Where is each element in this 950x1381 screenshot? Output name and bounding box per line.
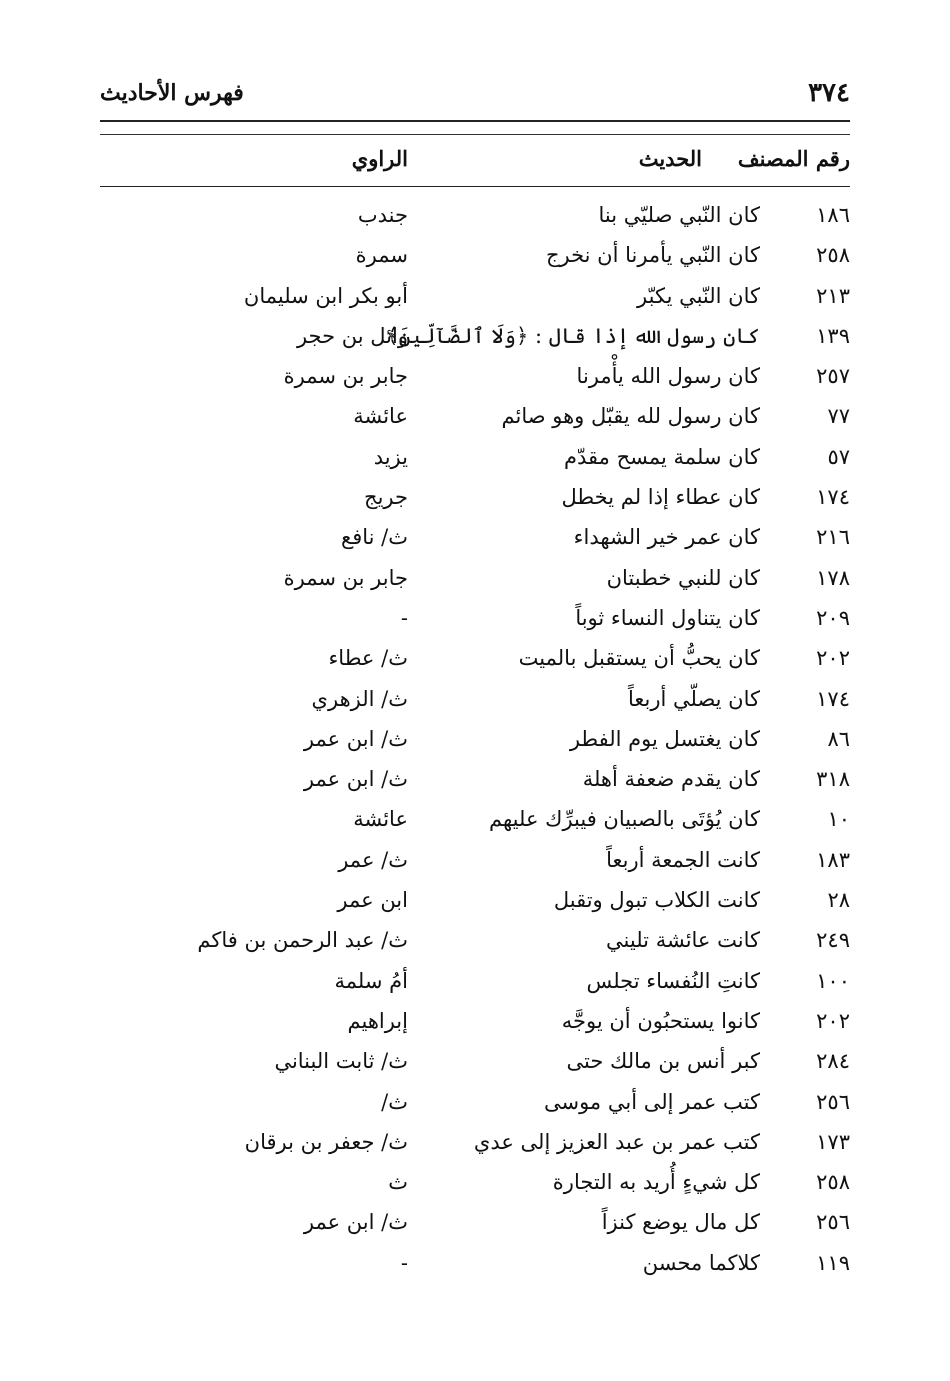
table-row	[100, 440, 850, 480]
row-hadith: كان النّبي صليّي بنا	[598, 203, 760, 227]
row-narrator: ابن عمر	[337, 888, 408, 913]
row-number: ١٧٣	[816, 1129, 850, 1154]
row-hadith: كان يصلّي أربعاً	[627, 686, 760, 711]
row-number: ٢٨٤	[816, 1049, 850, 1074]
table-row	[100, 802, 850, 842]
page-number: ٣٧٤	[808, 78, 850, 108]
table-row	[100, 1165, 850, 1205]
row-hadith: كل شيءٍ أُريد به التجارة	[552, 1170, 760, 1195]
table-row	[100, 561, 850, 601]
column-header-narrator: الراوي	[351, 146, 408, 171]
row-narrator: ث/ عمر	[338, 847, 408, 872]
table-row	[100, 319, 850, 359]
row-narrator: ث/ جعفر بن برقان	[244, 1129, 408, 1154]
row-narrator: -	[400, 1250, 408, 1275]
row-hadith: كان رسول لله يقبّل وهو صائم	[501, 404, 760, 429]
column-header-number: رقم المصنف	[737, 146, 850, 171]
row-number: ١٧٨	[816, 565, 850, 590]
row-hadith: كل مال يوضع كنزاً	[601, 1210, 760, 1235]
table-row	[100, 238, 850, 278]
table-row	[100, 1246, 850, 1286]
row-number: ٧٧	[827, 404, 850, 429]
row-narrator: ث/	[381, 1089, 408, 1114]
row-hadith: كان للنبي خطبتان	[606, 565, 760, 590]
column-header-rule	[100, 186, 850, 187]
row-narrator: ث/ نافع	[341, 525, 408, 550]
row-narrator: يزيد	[373, 444, 408, 469]
row-narrator: ث	[388, 1170, 408, 1195]
row-narrator: عائشة	[353, 404, 408, 429]
row-hadith: كان يُؤتَى بالصبيان فيبرِّك عليهم	[489, 807, 760, 832]
table-row	[100, 1004, 850, 1044]
row-narrator: ث/ عبد الرحمن بن فاكم	[197, 928, 408, 953]
header-rule-thin	[100, 134, 850, 135]
row-narrator: سمرة	[355, 243, 408, 268]
row-number: ٢٠٩	[816, 605, 850, 630]
row-narrator: ث/ الزهري	[311, 686, 408, 711]
row-hadith: كان النّبي يأمرنا أن نخرج	[545, 243, 760, 268]
row-number: ١٧٤	[816, 485, 850, 510]
column-header-hadith: الحديث	[638, 146, 702, 171]
row-narrator: -	[400, 605, 408, 630]
row-number: ٢١٣	[816, 283, 850, 308]
column-headers	[100, 146, 850, 180]
table-row	[100, 520, 850, 560]
table-row	[100, 198, 850, 238]
table-row	[100, 1205, 850, 1245]
row-narrator: وائل بن حجر	[296, 323, 408, 348]
row-narrator: أبو بكر ابن سليمان	[243, 283, 408, 308]
row-hadith: كانت الجمعة أربعاً	[606, 847, 760, 872]
header-rule-thick	[100, 120, 850, 122]
table-row	[100, 843, 850, 883]
table-row	[100, 722, 850, 762]
row-hadith: كان يغتسل يوم الفطر	[569, 726, 760, 751]
row-number: ١٠٠	[816, 968, 850, 993]
hadith-index-table	[100, 198, 850, 1286]
table-row	[100, 1044, 850, 1084]
row-narrator: ث/ ابن عمر	[303, 767, 408, 792]
table-row	[100, 399, 850, 439]
row-hadith: كانت الكلاب تبول وتقبل	[553, 888, 760, 913]
row-hadith: كان رسول الله إذا قال : ﴿وَلَا ٱلضَّآلِّينَ﴾	[386, 323, 760, 348]
row-narrator: جندب	[357, 203, 408, 227]
row-number: ٢٥٦	[816, 1210, 850, 1235]
row-narrator: عائشة	[353, 807, 408, 832]
row-hadith: كانتِ النُفساء تجلس	[586, 968, 760, 993]
row-number: ٨٦	[827, 726, 850, 751]
row-narrator: جريج	[364, 485, 408, 510]
table-row	[100, 964, 850, 1004]
row-number: ٢٥٦	[816, 1089, 850, 1114]
row-number: ٢٠٢	[816, 1008, 850, 1033]
row-narrator: أمُ سلمة	[334, 968, 408, 993]
row-narrator: ث/ عطاء	[328, 646, 408, 671]
row-narrator: إبراهيم	[347, 1008, 408, 1033]
row-hadith: كتب عمر بن عبد العزيز إلى عدي	[473, 1129, 760, 1154]
table-row	[100, 359, 850, 399]
row-hadith: كان عمر خير الشهداء	[573, 525, 760, 550]
row-number: ٥٧	[827, 444, 850, 469]
row-number: ١٣٩	[816, 323, 850, 348]
row-number: ٢١٦	[816, 525, 850, 550]
row-narrator: ث/ ثابت البناني	[274, 1049, 408, 1074]
row-hadith: كان النّبي يكبّر	[637, 283, 760, 308]
table-row	[100, 883, 850, 923]
row-number: ١٨٦	[816, 203, 850, 227]
table-row	[100, 480, 850, 520]
table-row	[100, 682, 850, 722]
row-narrator: ث/ ابن عمر	[303, 1210, 408, 1235]
row-number: ٢٨	[827, 888, 850, 913]
row-narrator: جابر بن سمرة	[283, 565, 408, 590]
row-number: ٣١٨	[816, 767, 850, 792]
row-narrator: جابر بن سمرة	[283, 364, 408, 389]
row-number: ٢٥٨	[816, 1170, 850, 1195]
row-hadith: كان يحبُّ أن يستقبل بالميت	[518, 646, 760, 671]
row-number: ١١٩	[816, 1250, 850, 1275]
table-row	[100, 1125, 850, 1165]
table-row	[100, 762, 850, 802]
running-title: فهرس الأحاديث	[100, 80, 244, 106]
row-hadith: كتب عمر إلى أبي موسى	[543, 1089, 760, 1114]
row-hadith: كانت عائشة تليني	[606, 928, 760, 953]
row-hadith: كبر أنس بن مالك حتى	[566, 1049, 760, 1074]
row-hadith: كانوا يستحبُون أن يوجَّه	[561, 1008, 760, 1033]
row-number: ١٠	[827, 807, 850, 832]
table-row	[100, 641, 850, 681]
table-row	[100, 279, 850, 319]
row-number: ١٨٣	[816, 847, 850, 872]
row-number: ٢٥٨	[816, 243, 850, 268]
row-number: ٢٤٩	[816, 928, 850, 953]
row-hadith: كان سلمة يمسح مقدّم	[564, 444, 760, 469]
row-number: ١٧٤	[816, 686, 850, 711]
row-hadith: كان يتناول النساء ثوباً	[575, 605, 760, 630]
row-hadith: كان يقدم ضعفة أهلة	[582, 767, 760, 792]
table-row	[100, 923, 850, 963]
page-header	[100, 78, 850, 114]
table-row	[100, 601, 850, 641]
row-hadith: كان عطاء إذا لم يخطل	[561, 485, 760, 510]
row-number: ٢٥٧	[816, 364, 850, 389]
row-narrator: ث/ ابن عمر	[303, 726, 408, 751]
row-hadith: كان رسول الله يأْمرنا	[576, 364, 760, 389]
row-hadith: كلاكما محسن	[642, 1250, 760, 1275]
row-number: ٢٠٢	[816, 646, 850, 671]
table-row	[100, 1085, 850, 1125]
